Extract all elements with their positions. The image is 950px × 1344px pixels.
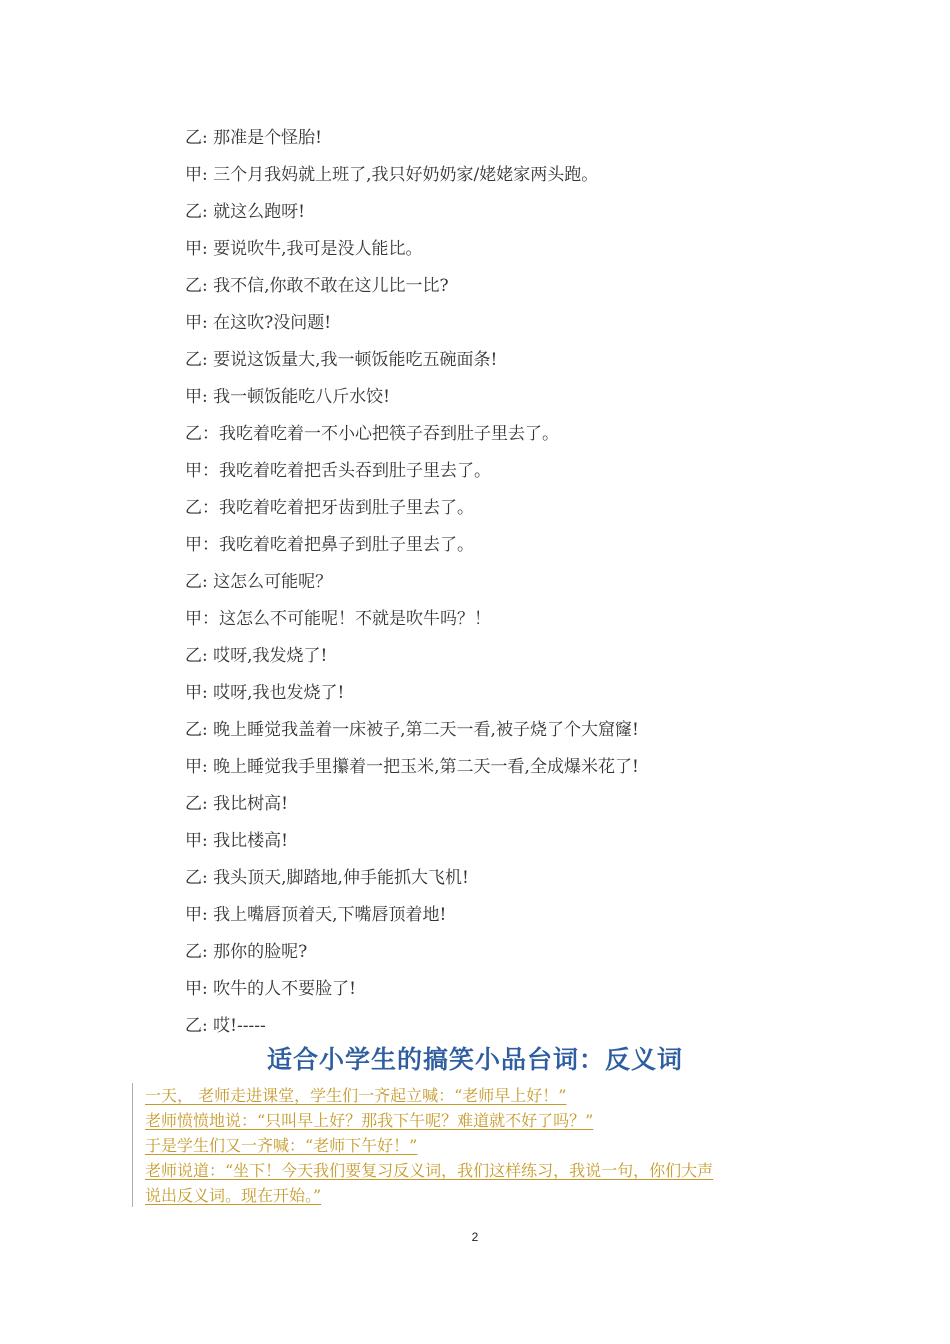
dialogue-line: 乙: 我比树高! (185, 794, 288, 814)
quote-line-text: 说出反义词。现在开始。” (145, 1186, 322, 1205)
quote-line-text: 于是学生们又一齐喊：“老师下午好！” (145, 1136, 418, 1155)
dialogue-line: 乙: 晚上睡觉我盖着一床被子,第二天一看,被子烧了个大窟窿! (185, 720, 639, 740)
dialogue-line: 甲: 我上嘴唇顶着天,下嘴唇顶着地! (185, 905, 447, 925)
dialogue-line: 乙: 那准是个怪胎! (185, 128, 322, 148)
dialogue-line: 乙: 哎呀,我发烧了! (185, 646, 328, 666)
section-title: 适合小学生的搞笑小品台词：反义词 (266, 1045, 683, 1074)
quote-block (132, 1083, 825, 1207)
quote-line (145, 1133, 825, 1158)
dialogue-line: 乙: 要说这饭量大,我一顿饭能吃五碗面条! (185, 350, 498, 370)
quote-line (145, 1083, 825, 1108)
page-number: 2 (471, 1230, 479, 1244)
quote-line-text: 老师愤愤地说：“只叫早上好？那我下午呢？难道就不好了吗？” (145, 1111, 594, 1130)
dialogue-line: 甲: 三个月我妈就上班了,我只好奶奶家/姥姥家两头跑。 (185, 165, 599, 185)
dialogue-line: 乙: 哎!----- (185, 1016, 266, 1036)
dialogue-line: 甲: 我一顿饭能吃八斤水饺! (185, 387, 390, 407)
dialogue-section (185, 120, 805, 1045)
dialogue-line: 乙：我吃着吃着一不小心把筷子吞到肚子里去了。 (185, 424, 559, 444)
dialogue-line: 甲: 要说吹牛,我可是没人能比。 (185, 239, 423, 259)
quote-line (145, 1158, 825, 1183)
quote-line (145, 1183, 825, 1208)
dialogue-line: 乙: 这怎么可能呢？ (185, 572, 333, 592)
dialogue-line: 甲: 在这吹?没问题! (185, 313, 332, 333)
quote-line-text: 老师说道：“坐下！今天我们要复习反义词，我们这样练习，我说一句，你们大声 (145, 1161, 714, 1180)
dialogue-line: 乙: 我头顶天,脚踏地,伸手能抓大飞机! (185, 868, 469, 888)
dialogue-line: 乙: 我不信,你敢不敢在这儿比一比? (185, 276, 449, 296)
dialogue-line: 甲: 哎呀,我也发烧了! (185, 683, 345, 703)
dialogue-line: 乙: 那你的脸呢? (185, 942, 308, 962)
dialogue-line: 甲: 吹牛的人不要脸了! (185, 979, 356, 999)
dialogue-line: 甲: 晚上睡觉我手里攥着一把玉米,第二天一看,全成爆米花了! (185, 757, 639, 777)
quote-line (145, 1108, 825, 1133)
dialogue-line: 乙：我吃着吃着把牙齿到肚子里去了。 (185, 498, 474, 518)
dialogue-line: 甲: 我比楼高! (185, 831, 288, 851)
dialogue-line: 甲：这怎么不可能呢！不就是吹牛吗？！ (185, 609, 491, 629)
quote-line-text: 一天， 老师走进课堂，学生们一齐起立喊：“老师早上好！” (145, 1086, 567, 1105)
dialogue-line: 甲：我吃着吃着把舌头吞到肚子里去了。 (185, 461, 491, 481)
dialogue-line: 乙: 就这么跑呀! (185, 202, 305, 222)
dialogue-line: 甲：我吃着吃着把鼻子到肚子里去了。 (185, 535, 474, 555)
